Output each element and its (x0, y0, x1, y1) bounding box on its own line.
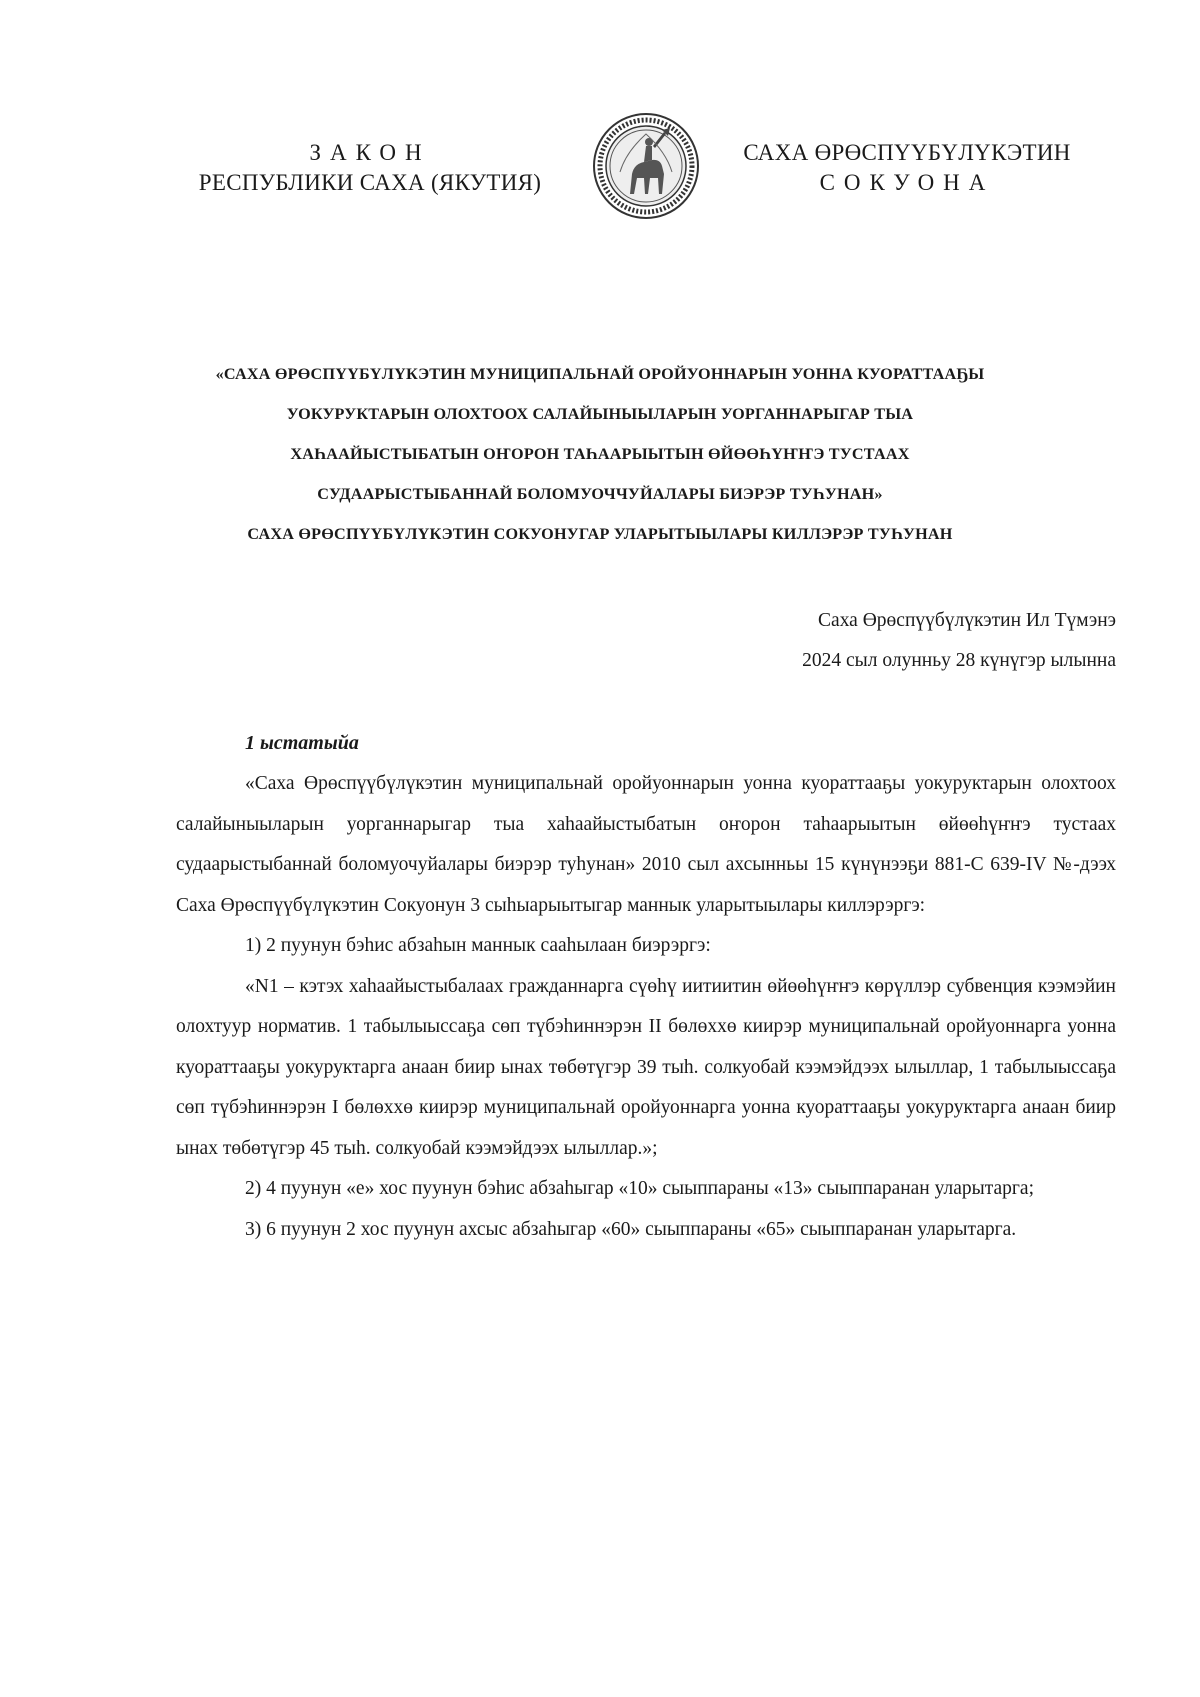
header-right-subtitle: СОКУОНА (819, 170, 995, 195)
header-right-title: САХА ӨРӨСПҮҮБҮЛҮКЭТИН (743, 140, 1071, 165)
adopting-body: Саха Өрөспүүбүлүкэтин Ил Түмэнэ (818, 610, 1116, 631)
coat-of-arms-emblem-icon (592, 112, 700, 220)
header-left (160, 138, 580, 198)
title-line: САХА ӨРӨСПҮҮБҮЛҮКЭТИН СОКУОНУГАР УЛАРЫТЫЫЛАРЫ КИЛЛЭРЭР ТУҺУНАН (247, 525, 953, 543)
law-title (130, 354, 1070, 554)
title-line: «САХА ӨРӨСПҮҮБҮЛҮКЭТИН МУНИЦИПАЛЬНАЙ ОРОЙУОННАРЫН УОННА КУОРАТТААҔЫ (215, 365, 985, 383)
article-paragraph: 2) 4 пуунун «е» хос пуунун бэһис абзаһыгар «10» сыыппараны «13» сыыппаранан уларытарга; (245, 1178, 1034, 1199)
title-line: УОКУРУКТАРЫН ОЛОХТООХ САЛАЙЫНЫЫЛАРЫН УОРГАННАРЫГАР ТЫА (286, 405, 914, 423)
article-paragraph: 1) 2 пуунун бэһис абзаһын маннык сааһылаан биэрэргэ: (245, 935, 711, 956)
header-left-title: ЗАКОН (309, 140, 431, 165)
article-heading: 1 ыстатыйа (245, 732, 359, 754)
article-body (176, 764, 1116, 1250)
title-line: СУДААРЫСТЫБАННАЙ БОЛОМУОЧЧУЙАЛАРЫ БИЭРЭР ТУҺУНАН» (317, 485, 883, 503)
header-left-subtitle: РЕСПУБЛИКИ САХА (ЯКУТИЯ) (198, 170, 542, 195)
article-paragraph: «N1 – кэтэх хаһаайыстыбалаах гражданнарга сүөһү иитиитин өйөөһүҥҥэ көрүллэр субвенция кээмэйин олохтуур норматив. 1 табылыыссаҕа сөп түбэһиннэрэн II бөлөххө киирэр муниципальнай оройуоннарга уонна куораттааҕы уокуруктарга анаан биир ынах төбөтүгэр 39 тыһ. солкуобай кээмэйдээх ылыллар, 1 табылыыссаҕа сөп түбэһиннэрэн I бөлөххө киирэр муниципальнай оройуоннарга уонна куораттааҕы уокуруктарга анаан биир ынах төбөтүгэр 45 тыһ. солкуобай кээмэйдээх ылыллар.»; (176, 975, 1116, 1159)
adoption-info (802, 601, 1116, 681)
article-paragraph: 3) 6 пуунун 2 хос пуунун ахсыс абзаһыгар «60» сыыппараны «65» сыыппаранан уларытарга. (245, 1218, 1017, 1240)
header-right (712, 138, 1102, 198)
title-line: ХАҺААЙЫСТЫБАТЫН ОҤОРОН ТАҺААРЫЫТЫН ӨЙӨӨҺҮҤҤЭ ТУСТААХ (290, 445, 910, 463)
adoption-date: 2024 сыл олунньу 28 күнүгэр ылынна (802, 650, 1116, 671)
article-paragraph: «Саха Өрөспүүбүлүкэтин муниципальнай оройуоннарын уонна куораттааҕы уокуруктарын олохтоох салайыныыларын уорганнарыгар тыа хаһаайыстыбатын оҥорон таһаарыытын өйөөһүҥҥэ тустаах судаарыстыбаннай боломуочуйалары биэрэр туһунан» 2010 сыл ахсынньы 15 күнүнээҕи 881-С 639-IV №-дээх Саха Өрөспүүбүлүкэтин Сокуонун 3 сыһыарыытыгар маннык уларытыылары киллэрэргэ: (176, 773, 1116, 916)
